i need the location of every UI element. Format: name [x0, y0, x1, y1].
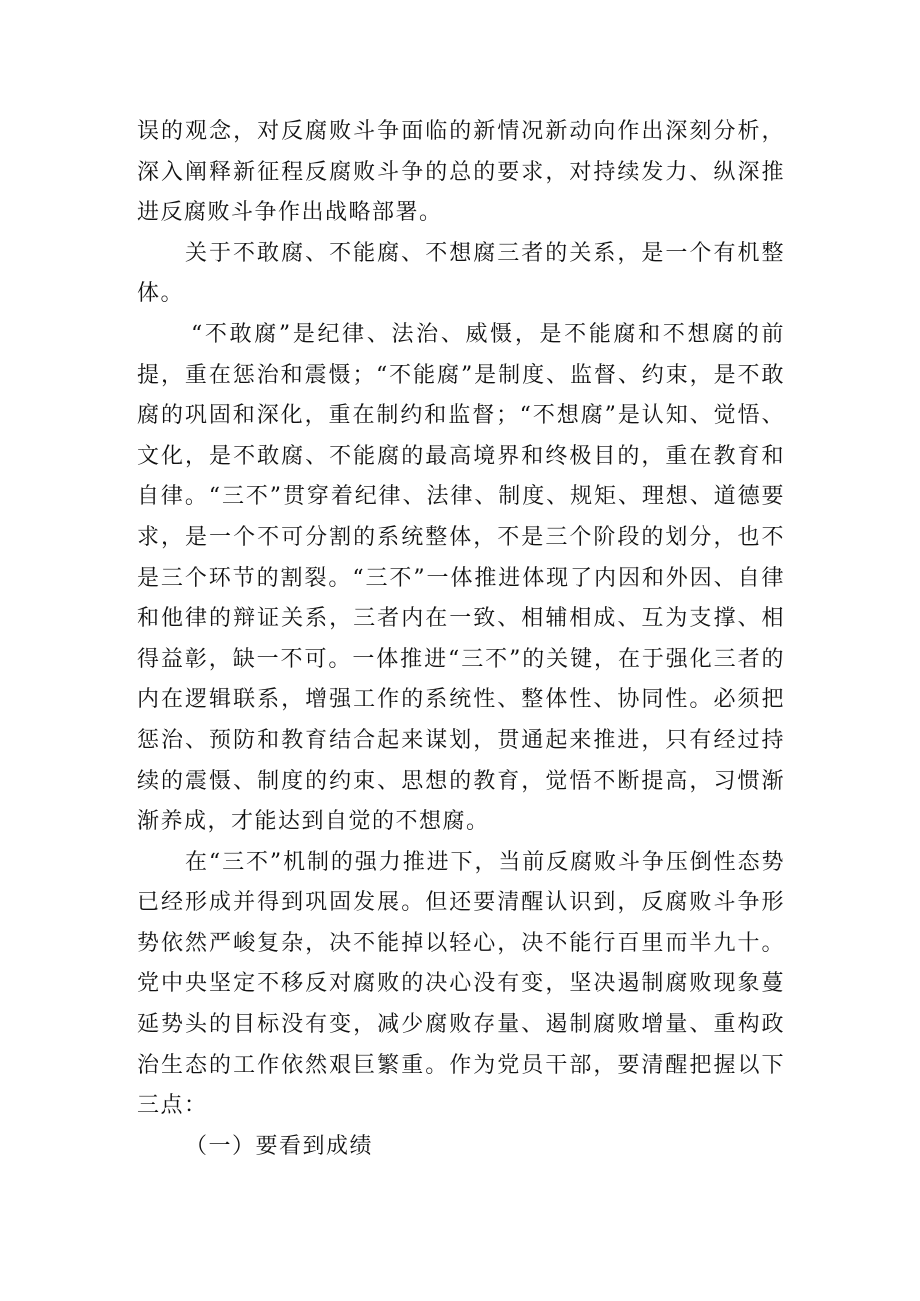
paragraph-current-situation: 在“三不”机制的强力推进下，当前反腐败斗争压倒性态势已经形成并得到巩固发展。但还要清醒认识到，反腐败斗争形势依然严峻复杂，决不能掉以轻心，决不能行百里而半九十。党中央坚定不移反对腐败的决心没有变，坚决遏制腐败现象蔓延势头的目标没有变，减少腐败存量、遏制腐败增量、重构政治生态的工作依然艰巨繁重。作为党员干部，要清醒把握以下三点： — [137, 849, 785, 1119]
paragraph-three-relationship: 关于不敢腐、不能腐、不想腐三者的关系，是一个有机整体。 — [137, 240, 785, 307]
document-body — [137, 112, 785, 1167]
section-heading: （一）要看到成绩 — [185, 1133, 374, 1159]
paragraph-continuation: 误的观念，对反腐败斗争面临的新情况新动向作出深刻分析，深入阐释新征程反腐败斗争的总的要求，对持续发力、纵深推进反腐败斗争作出战略部署。 — [137, 119, 785, 226]
paragraph-three-explanation: “不敢腐”是纪律、法治、威慑，是不能腐和不想腐的前提，重在惩治和震慑；“不能腐”是制度、监督、约束，是不敢腐的巩固和深化，重在制约和监督；“不想腐”是认知、觉悟、文化，是不敢腐、不能腐的最高境界和终极目的，重在教育和自律。“三不”贯穿着纪律、法律、制度、规矩、理想、道德要求，是一个不可分割的系统整体，不是三个阶段的划分，也不是三个环节的割裂。“三不”一体推进体现了内因和外因、自律和他律的辩证关系，三者内在一致、相辅相成、互为支撑、相得益彰，缺一不可。一体推进“三不”的关键，在于强化三者的内在逻辑联系，增强工作的系统性、整体性、协同性。必须把惩治、预防和教育结合起来谋划，贯通起来推进，只有经过持续的震慑、制度的约束、思想的教育，觉悟不断提高，习惯渐渐养成，才能达到自觉的不想腐。 — [137, 321, 785, 835]
